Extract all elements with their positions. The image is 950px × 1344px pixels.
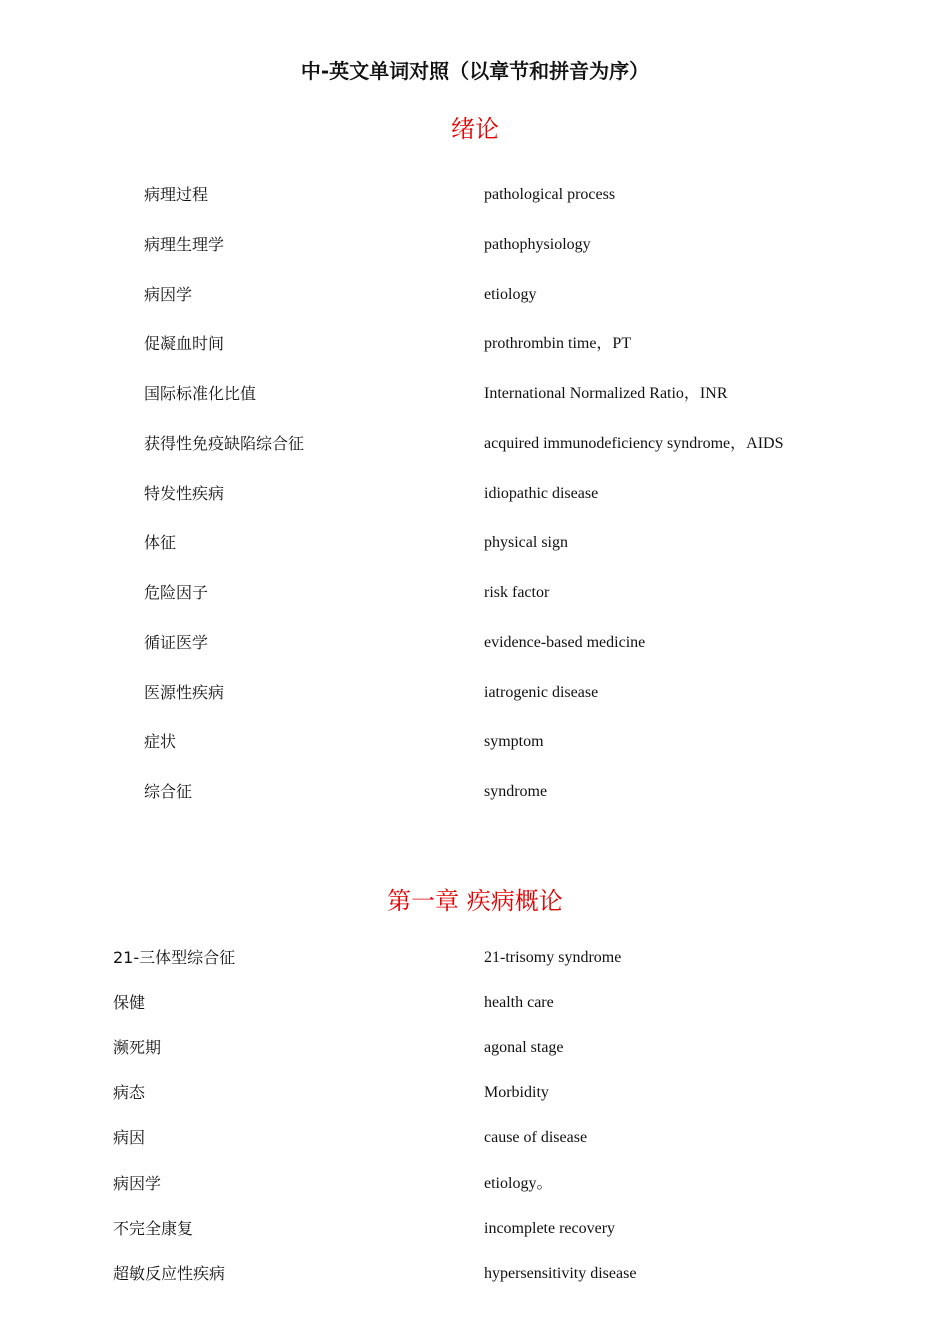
document-title: 中-英文单词对照（以章节和拼音为序） [300, 59, 650, 83]
term-english: iatrogenic disease [484, 684, 599, 701]
term-chinese: 超敏反应性疾病 [113, 1264, 226, 1283]
term-row [0, 944, 950, 972]
term-row [0, 330, 950, 358]
section-heading-introduction: 绪论 [451, 115, 499, 143]
term-chinese: 病因 [113, 1128, 146, 1147]
term-english: health care [484, 994, 554, 1011]
term-chinese: 特发性疾病 [144, 484, 225, 503]
term-english: incomplete recovery [484, 1220, 616, 1237]
term-chinese: 濒死期 [113, 1038, 162, 1057]
term-english: risk factor [484, 584, 550, 601]
term-english: syndrome [484, 783, 548, 800]
term-chinese: 保健 [113, 993, 146, 1012]
term-english: prothrombin time，PT [484, 335, 632, 352]
term-row [0, 728, 950, 756]
term-chinese: 危险因子 [144, 583, 209, 602]
term-english: cause of disease [484, 1129, 588, 1146]
term-chinese: 体征 [144, 533, 177, 552]
term-chinese: 获得性免疫缺陷综合征 [144, 434, 305, 453]
term-row [0, 778, 950, 806]
term-english: agonal stage [484, 1039, 564, 1056]
term-chinese: 症状 [144, 732, 177, 751]
term-chinese: 病因学 [144, 285, 193, 304]
term-chinese: 综合征 [144, 782, 193, 801]
term-chinese: 病理生理学 [144, 235, 225, 254]
term-row [0, 629, 950, 657]
term-row [0, 1079, 950, 1107]
term-chinese: 病态 [113, 1083, 146, 1102]
term-row [0, 529, 950, 557]
term-chinese: 国际标准化比值 [144, 384, 257, 403]
term-english: idiopathic disease [484, 485, 599, 502]
term-chinese: 不完全康复 [113, 1219, 194, 1238]
term-chinese: 促凝血时间 [144, 334, 225, 353]
term-row [0, 989, 950, 1017]
term-row [0, 480, 950, 508]
term-row [0, 181, 950, 209]
term-row [0, 380, 950, 408]
term-english: symptom [484, 733, 544, 750]
term-english: etiology。 [484, 1175, 553, 1192]
term-english: pathophysiology [484, 236, 591, 253]
term-english: physical sign [484, 534, 568, 551]
term-row [0, 430, 950, 458]
term-chinese: 病理过程 [144, 185, 209, 204]
term-english: etiology [484, 286, 537, 303]
term-chinese: 循证医学 [144, 633, 209, 652]
term-row [0, 1260, 950, 1288]
term-english: Morbidity [484, 1084, 549, 1101]
term-english: pathological process [484, 186, 616, 203]
term-english: 21-trisomy syndrome [484, 949, 622, 966]
term-row [0, 579, 950, 607]
term-chinese: 病因学 [113, 1174, 162, 1193]
term-english: acquired immunodeficiency syndrome，AIDS [484, 435, 784, 452]
term-row [0, 1170, 950, 1198]
term-chinese: 21-三体型综合征 [113, 948, 236, 967]
term-row [0, 281, 950, 309]
term-english: hypersensitivity disease [484, 1265, 637, 1282]
term-english: International Normalized Ratio，INR [484, 385, 728, 402]
term-row [0, 679, 950, 707]
term-chinese: 医源性疾病 [144, 683, 225, 702]
term-row [0, 231, 950, 259]
term-english: evidence-based medicine [484, 634, 646, 651]
term-row [0, 1215, 950, 1243]
section-heading-chapter-1: 第一章 疾病概论 [387, 887, 563, 915]
term-row [0, 1124, 950, 1152]
term-row [0, 1034, 950, 1062]
